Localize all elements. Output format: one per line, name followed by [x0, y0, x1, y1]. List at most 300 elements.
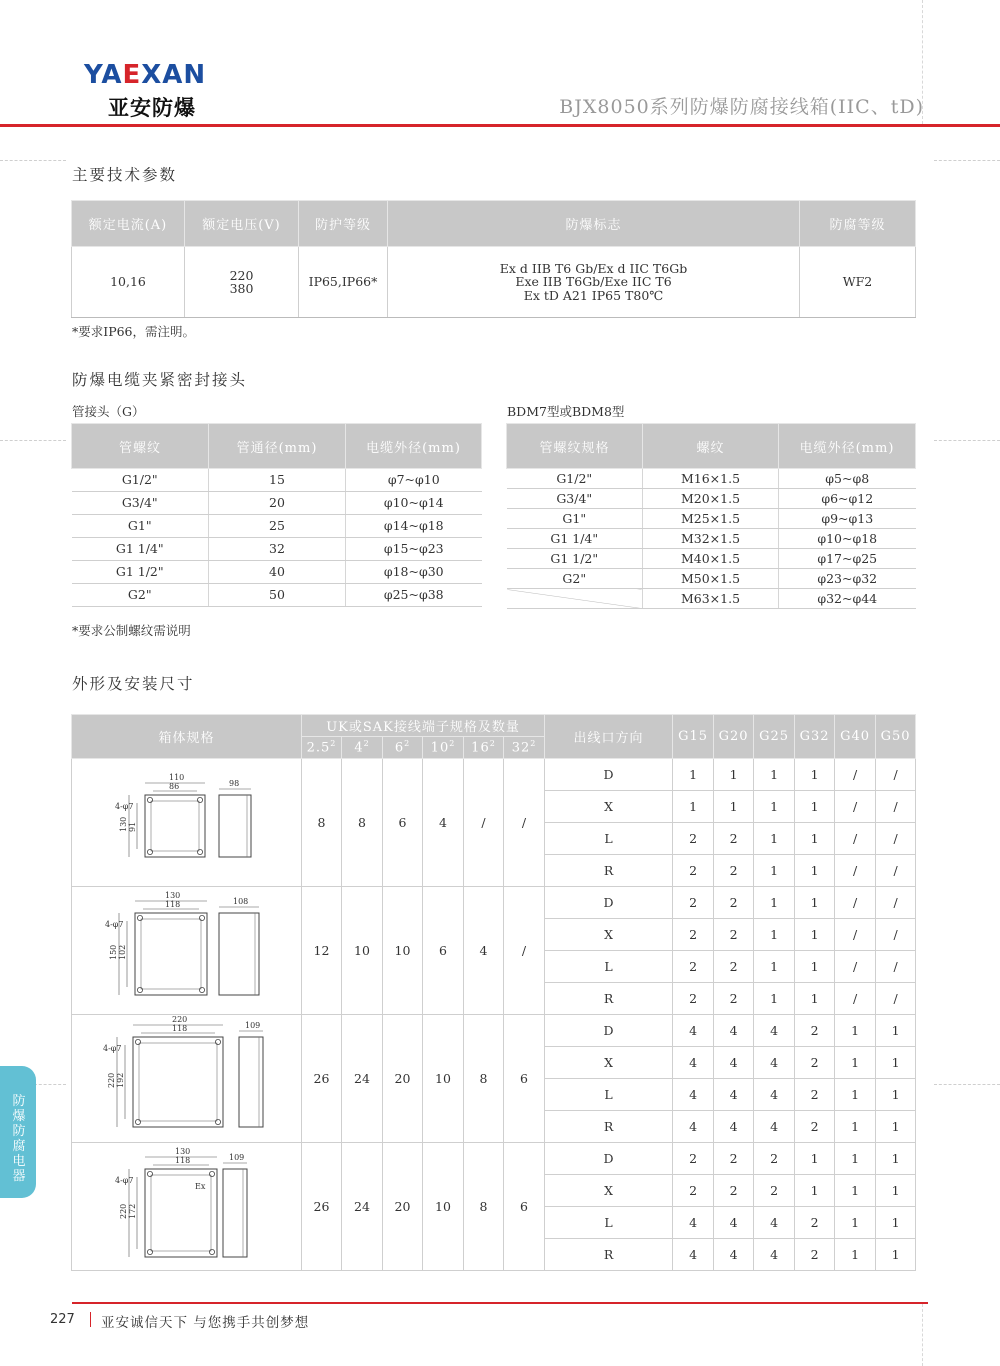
front-view-inner — [139, 1043, 217, 1121]
gland-count: 2 — [714, 855, 754, 887]
direction-cell: L — [545, 1079, 673, 1111]
category-side-label — [10, 1094, 28, 1184]
footer-divider — [72, 1302, 928, 1304]
gland-count: 1 — [795, 823, 835, 855]
protection-value: IP65,IP66* — [299, 247, 388, 318]
gland-count: 4 — [754, 1207, 795, 1239]
gland-count: 1 — [876, 1047, 916, 1079]
ex-mark-line: Ex d IIB T6 Gb/Ex d IIC T6Gb — [499, 261, 688, 277]
gland-count: 1 — [876, 1079, 916, 1111]
direction-cell: D — [545, 1015, 673, 1047]
terminal-count: 24 — [342, 1143, 383, 1271]
guide-line — [934, 440, 1000, 441]
table-cell: 20 — [209, 492, 346, 515]
table-cell: φ25~φ38 — [346, 584, 482, 607]
table-cell: φ14~φ18 — [346, 515, 482, 538]
col-bore: 管通径(mm) — [209, 424, 346, 469]
gland-count: 1 — [876, 1111, 916, 1143]
gland-count: 2 — [754, 1143, 795, 1175]
gland-count: 1 — [795, 983, 835, 1015]
gland-count: 1 — [714, 759, 754, 791]
mounting-hole-icon — [197, 850, 202, 855]
ex-mark-label: Ex — [194, 1182, 205, 1192]
gland-count: 1 — [835, 1175, 876, 1207]
terminal-count: 6 — [504, 1015, 545, 1143]
gland-count: 2 — [754, 1175, 795, 1207]
gland-count: 1 — [795, 1143, 835, 1175]
gland-count: 4 — [673, 1111, 714, 1143]
direction-cell: X — [545, 791, 673, 823]
gland-count: 2 — [795, 1047, 835, 1079]
table-cell: φ18~φ30 — [346, 561, 482, 584]
dimension-holes: 4-φ7 — [104, 920, 123, 930]
guide-line — [922, 1304, 923, 1366]
table-row — [507, 509, 916, 529]
dimension-width: 130 — [174, 1147, 190, 1157]
gland-count: 2 — [673, 919, 714, 951]
table-cell: G2" — [507, 569, 643, 589]
dimension-width: 110 — [168, 773, 184, 783]
direction-cell: D — [545, 759, 673, 791]
gland-count: 4 — [714, 1207, 754, 1239]
dimension-inner-width: 86 — [168, 782, 179, 792]
side-tab-char: 防 — [12, 1124, 26, 1139]
tech-note: *要求IP66，需注明。 — [72, 324, 196, 339]
dimension-inner-height: 91 — [127, 822, 137, 833]
gland-count: 1 — [835, 1015, 876, 1047]
terminal-count: 10 — [383, 887, 423, 1015]
gland-count: 4 — [673, 1047, 714, 1079]
table-row — [72, 492, 482, 515]
box-drawing-cell — [72, 1015, 302, 1143]
terminal-count: 6 — [504, 1143, 545, 1271]
table-cell: M20×1.5 — [643, 489, 779, 509]
gland-count: 2 — [673, 1143, 714, 1175]
gland-count: / — [876, 983, 916, 1015]
col-term-size — [383, 737, 423, 759]
table-cell: M40×1.5 — [643, 549, 779, 569]
voltage-line: 380 — [229, 281, 254, 296]
dims-table — [71, 714, 916, 1271]
gland-count: 2 — [795, 1079, 835, 1111]
term-size-sup: 2 — [489, 739, 496, 749]
ex-mark-value — [388, 247, 800, 318]
table-row — [507, 549, 916, 569]
dimension-height: 130 — [118, 817, 128, 833]
col-cable-od: 电缆外径(mm) — [779, 424, 916, 469]
footer-separator — [90, 1312, 91, 1327]
gland-left-subtitle: 管接头（G） — [72, 404, 145, 419]
terminal-count: 26 — [302, 1143, 342, 1271]
terminal-count: 8 — [302, 759, 342, 887]
gland-count: / — [876, 855, 916, 887]
terminal-count: 8 — [342, 759, 383, 887]
table-cell: M63×1.5 — [643, 589, 779, 609]
col-rated-voltage: 额定电压(V) — [185, 201, 299, 247]
gland-count: 1 — [754, 823, 795, 855]
mounting-hole-icon — [209, 1172, 214, 1177]
gland-count: 4 — [714, 1047, 754, 1079]
gland-count: 2 — [714, 1175, 754, 1207]
dimension-depth: 98 — [228, 779, 239, 789]
page-number: 227 — [50, 1312, 75, 1327]
gland-count: 2 — [673, 951, 714, 983]
table-cell: φ10~φ18 — [779, 529, 916, 549]
side-tab-char: 防 — [12, 1094, 26, 1109]
gland-count: 4 — [754, 1079, 795, 1111]
col-protection: 防护等级 — [299, 201, 388, 247]
gland-count: / — [835, 759, 876, 791]
logo-text: XAN — [141, 60, 207, 90]
guide-line — [0, 440, 66, 441]
col-cable-od: 电缆外径(mm) — [346, 424, 482, 469]
gland-count: 1 — [876, 1207, 916, 1239]
gland-count: 1 — [754, 983, 795, 1015]
dimension-holes: 4-φ7 — [114, 802, 133, 812]
dimension-depth: 109 — [228, 1153, 244, 1163]
terminal-count: 26 — [302, 1015, 342, 1143]
front-view-outline — [133, 1037, 223, 1127]
gland-count: 1 — [795, 951, 835, 983]
gland-count: 1 — [754, 759, 795, 791]
side-tab-char: 电 — [12, 1154, 26, 1169]
table-cell: M25×1.5 — [643, 509, 779, 529]
table-row — [72, 584, 482, 607]
direction-cell: D — [545, 1143, 673, 1175]
direction-cell: R — [545, 983, 673, 1015]
side-tab-char: 爆 — [12, 1109, 26, 1124]
dimension-depth: 109 — [244, 1021, 260, 1031]
gland-count: / — [835, 823, 876, 855]
table-cell: φ15~φ23 — [346, 538, 482, 561]
header-divider — [0, 124, 1000, 127]
terminal-count: / — [504, 887, 545, 1015]
terminal-count: 8 — [464, 1015, 504, 1143]
col-g15: G15 — [673, 715, 714, 759]
terminal-count: 24 — [342, 1015, 383, 1143]
gland-count: 4 — [754, 1047, 795, 1079]
mounting-hole-icon — [147, 1172, 152, 1177]
table-cell: φ9~φ13 — [779, 509, 916, 529]
box-drawing-cell — [72, 887, 302, 1015]
table-cell: φ6~φ12 — [779, 489, 916, 509]
gland-table-g — [71, 423, 482, 607]
table-cell: φ32~φ44 — [779, 589, 916, 609]
mounting-hole-icon — [147, 1250, 152, 1255]
terminal-count: / — [464, 759, 504, 887]
front-view-outline — [145, 795, 205, 857]
gland-count: 2 — [714, 887, 754, 919]
gland-count: 4 — [754, 1015, 795, 1047]
col-g40: G40 — [835, 715, 876, 759]
gland-count: 1 — [754, 951, 795, 983]
term-size-sup: 2 — [449, 739, 456, 749]
document-title: BJX8050系列防爆防腐接线箱(IIC、tD) — [559, 96, 924, 118]
gland-count: 4 — [714, 1111, 754, 1143]
gland-count: 1 — [754, 791, 795, 823]
direction-cell: R — [545, 855, 673, 887]
dimension-inner-width: 118 — [174, 1156, 190, 1166]
gland-count: / — [876, 759, 916, 791]
table-cell: G2" — [72, 584, 209, 607]
gland-count: 1 — [673, 791, 714, 823]
table-cell: G1" — [507, 509, 643, 529]
enclosure-drawing — [73, 1143, 301, 1267]
term-size-value: 6 — [394, 740, 405, 756]
gland-count: 2 — [795, 1239, 835, 1271]
table-cell: G3/4" — [72, 492, 209, 515]
gland-count: 4 — [673, 1079, 714, 1111]
col-term-size — [302, 737, 342, 759]
gland-count: 2 — [795, 1207, 835, 1239]
mounting-hole-icon — [199, 988, 204, 993]
front-view-inner — [151, 801, 199, 851]
table-cell: G1" — [72, 515, 209, 538]
gland-count: / — [835, 887, 876, 919]
gland-count: 1 — [714, 791, 754, 823]
terminal-count: 12 — [302, 887, 342, 1015]
table-cell: G1 1/2" — [507, 549, 643, 569]
guide-line — [0, 160, 66, 161]
gland-count: 2 — [673, 855, 714, 887]
gland-count: 4 — [754, 1111, 795, 1143]
table-row — [72, 759, 916, 791]
dimension-inner-width: 118 — [171, 1024, 187, 1034]
term-size-value: 16 — [471, 740, 490, 756]
table-row — [72, 1143, 916, 1175]
table-cell: M50×1.5 — [643, 569, 779, 589]
table-row — [72, 515, 482, 538]
table-cell: φ5~φ8 — [779, 469, 916, 489]
table-row — [507, 489, 916, 509]
gland-count: / — [835, 951, 876, 983]
direction-cell: R — [545, 1239, 673, 1271]
terminal-count: 4 — [423, 759, 464, 887]
terminal-count: 6 — [383, 759, 423, 887]
gland-count: 1 — [795, 1175, 835, 1207]
box-drawing-cell — [72, 1143, 302, 1271]
dimension-holes: 4-φ7 — [102, 1044, 121, 1054]
dimension-width: 130 — [164, 891, 180, 901]
gland-count: 4 — [714, 1239, 754, 1271]
table-cell: G1/2" — [507, 469, 643, 489]
section-title-tech: 主要技术参数 — [72, 166, 178, 184]
table-cell: φ10~φ14 — [346, 492, 482, 515]
guide-line — [934, 160, 1000, 161]
table-cell — [507, 589, 643, 609]
table-row — [507, 529, 916, 549]
gland-count: / — [876, 823, 916, 855]
gland-count: 1 — [795, 791, 835, 823]
brand-name-cn: 亚安防爆 — [108, 96, 196, 120]
dimension-inner-height: 192 — [115, 1073, 125, 1089]
front-view-inner — [141, 919, 201, 989]
corrosion-value: WF2 — [800, 247, 916, 318]
table-cell: φ17~φ25 — [779, 549, 916, 569]
gland-count: 1 — [795, 759, 835, 791]
direction-cell: D — [545, 887, 673, 919]
gland-count: 4 — [673, 1015, 714, 1047]
gland-count: 2 — [673, 1175, 714, 1207]
table-cell: M16×1.5 — [643, 469, 779, 489]
gland-right-subtitle: BDM7型或BDM8型 — [507, 404, 625, 419]
mounting-hole-icon — [197, 798, 202, 803]
voltage-value — [185, 247, 299, 318]
col-term-size — [464, 737, 504, 759]
gland-count: / — [876, 951, 916, 983]
direction-cell: X — [545, 1175, 673, 1207]
table-cell: 15 — [209, 469, 346, 492]
tech-params-table — [71, 200, 916, 318]
gland-count: 1 — [754, 887, 795, 919]
gland-count: / — [876, 919, 916, 951]
col-thread: 螺纹 — [643, 424, 779, 469]
term-size-sup: 2 — [530, 739, 537, 749]
mounting-hole-icon — [137, 988, 142, 993]
table-cell: G1 1/4" — [507, 529, 643, 549]
table-row — [72, 887, 916, 919]
col-term-size — [504, 737, 545, 759]
col-pipe-thread: 管螺纹 — [72, 424, 209, 469]
term-size-sup: 2 — [363, 739, 370, 749]
table-row — [507, 569, 916, 589]
table-cell: 40 — [209, 561, 346, 584]
gland-count: 1 — [795, 887, 835, 919]
table-cell: φ7~φ10 — [346, 469, 482, 492]
mounting-hole-icon — [199, 916, 204, 921]
gland-count: 1 — [795, 919, 835, 951]
terminal-count: 20 — [383, 1143, 423, 1271]
table-cell: 50 — [209, 584, 346, 607]
front-view-outline — [145, 1169, 217, 1257]
table-row — [507, 469, 916, 489]
table-row — [72, 1015, 916, 1047]
gland-count: 2 — [673, 887, 714, 919]
mounting-hole-icon — [215, 1040, 220, 1045]
term-size-value: 2.5 — [306, 740, 331, 756]
gland-count: 2 — [714, 1143, 754, 1175]
dimension-height: 150 — [108, 945, 118, 961]
guide-line — [934, 1084, 1000, 1085]
dimension-holes: 4-φ7 — [114, 1176, 133, 1186]
gland-count: 4 — [714, 1079, 754, 1111]
gland-note: *要求公制螺纹需说明 — [72, 623, 191, 638]
gland-count: 2 — [714, 983, 754, 1015]
gland-count: 4 — [673, 1239, 714, 1271]
table-row — [72, 469, 482, 492]
terminal-count: 20 — [383, 1015, 423, 1143]
term-size-value: 10 — [430, 740, 450, 756]
table-cell: φ23~φ32 — [779, 569, 916, 589]
table-row — [507, 589, 916, 609]
gland-count: 1 — [795, 855, 835, 887]
mounting-hole-icon — [209, 1250, 214, 1255]
logo-text: YA — [84, 60, 123, 90]
gland-count: 2 — [714, 951, 754, 983]
voltage-line: 220 — [229, 267, 254, 283]
col-g25: G25 — [754, 715, 795, 759]
gland-count: / — [876, 791, 916, 823]
dimension-depth: 108 — [232, 897, 248, 907]
dimension-inner-height: 102 — [117, 945, 127, 961]
table-cell: G1 1/2" — [72, 561, 209, 584]
enclosure-drawing — [73, 759, 301, 883]
brand-logo — [84, 60, 206, 90]
dimension-height: 220 — [118, 1204, 128, 1220]
logo-text-accent: E — [122, 60, 142, 90]
section-title-gland: 防爆电缆夹紧密封接头 — [72, 371, 248, 389]
gland-count: 2 — [673, 983, 714, 1015]
mounting-hole-icon — [135, 1120, 140, 1125]
side-view-outline — [239, 1037, 263, 1127]
terminal-count: 4 — [464, 887, 504, 1015]
direction-cell: R — [545, 1111, 673, 1143]
terminal-count: 10 — [423, 1015, 464, 1143]
side-view-outline — [219, 795, 251, 857]
term-size-sup: 2 — [330, 739, 337, 749]
ex-mark-line: Exe IIB T6Gb/Exe IIC T6 — [515, 274, 672, 290]
gland-count: 1 — [835, 1047, 876, 1079]
terminal-count: / — [504, 759, 545, 887]
gland-count: 1 — [754, 855, 795, 887]
direction-cell: L — [545, 951, 673, 983]
box-drawing-cell — [72, 759, 302, 887]
col-terminals: UK或SAK接线端子规格及数量 — [302, 715, 545, 737]
direction-cell: X — [545, 1047, 673, 1079]
col-box-spec: 箱体规格 — [72, 715, 302, 759]
front-view-outline — [135, 913, 207, 995]
gland-count: 1 — [835, 1111, 876, 1143]
terminal-count: 10 — [423, 1143, 464, 1271]
dimension-height: 220 — [106, 1073, 116, 1089]
gland-count: / — [835, 983, 876, 1015]
gland-count: 4 — [673, 1207, 714, 1239]
direction-cell: X — [545, 919, 673, 951]
table-cell: M32×1.5 — [643, 529, 779, 549]
terminal-count: 8 — [464, 1143, 504, 1271]
col-g32: G32 — [795, 715, 835, 759]
col-direction: 出线口方向 — [545, 715, 673, 759]
gland-count: 1 — [835, 1207, 876, 1239]
mounting-hole-icon — [147, 798, 152, 803]
gland-count: 2 — [714, 919, 754, 951]
col-g50: G50 — [876, 715, 916, 759]
terminal-count: 10 — [342, 887, 383, 1015]
col-term-size — [423, 737, 464, 759]
mounting-hole-icon — [215, 1120, 220, 1125]
direction-cell: L — [545, 1207, 673, 1239]
enclosure-drawing — [73, 1015, 301, 1139]
col-corrosion: 防腐等级 — [800, 201, 916, 247]
side-view-outline — [223, 1169, 247, 1257]
gland-count: 1 — [876, 1015, 916, 1047]
footer-slogan: 亚安诚信天下 与您携手共创梦想 — [101, 1315, 310, 1331]
gland-count: 4 — [714, 1015, 754, 1047]
table-cell: G1/2" — [72, 469, 209, 492]
terminal-count: 6 — [423, 887, 464, 1015]
gland-count: 2 — [673, 823, 714, 855]
col-thread-spec: 管螺纹规格 — [507, 424, 643, 469]
gland-count: 1 — [835, 1079, 876, 1111]
term-size-value: 32 — [511, 740, 531, 756]
term-size-sup: 2 — [404, 739, 411, 749]
current-value: 10,16 — [72, 247, 185, 318]
gland-count: / — [835, 791, 876, 823]
direction-cell: L — [545, 823, 673, 855]
gland-count: 1 — [673, 759, 714, 791]
mounting-hole-icon — [135, 1040, 140, 1045]
ex-mark-line: Ex tD A21 IP65 T80℃ — [523, 287, 664, 303]
